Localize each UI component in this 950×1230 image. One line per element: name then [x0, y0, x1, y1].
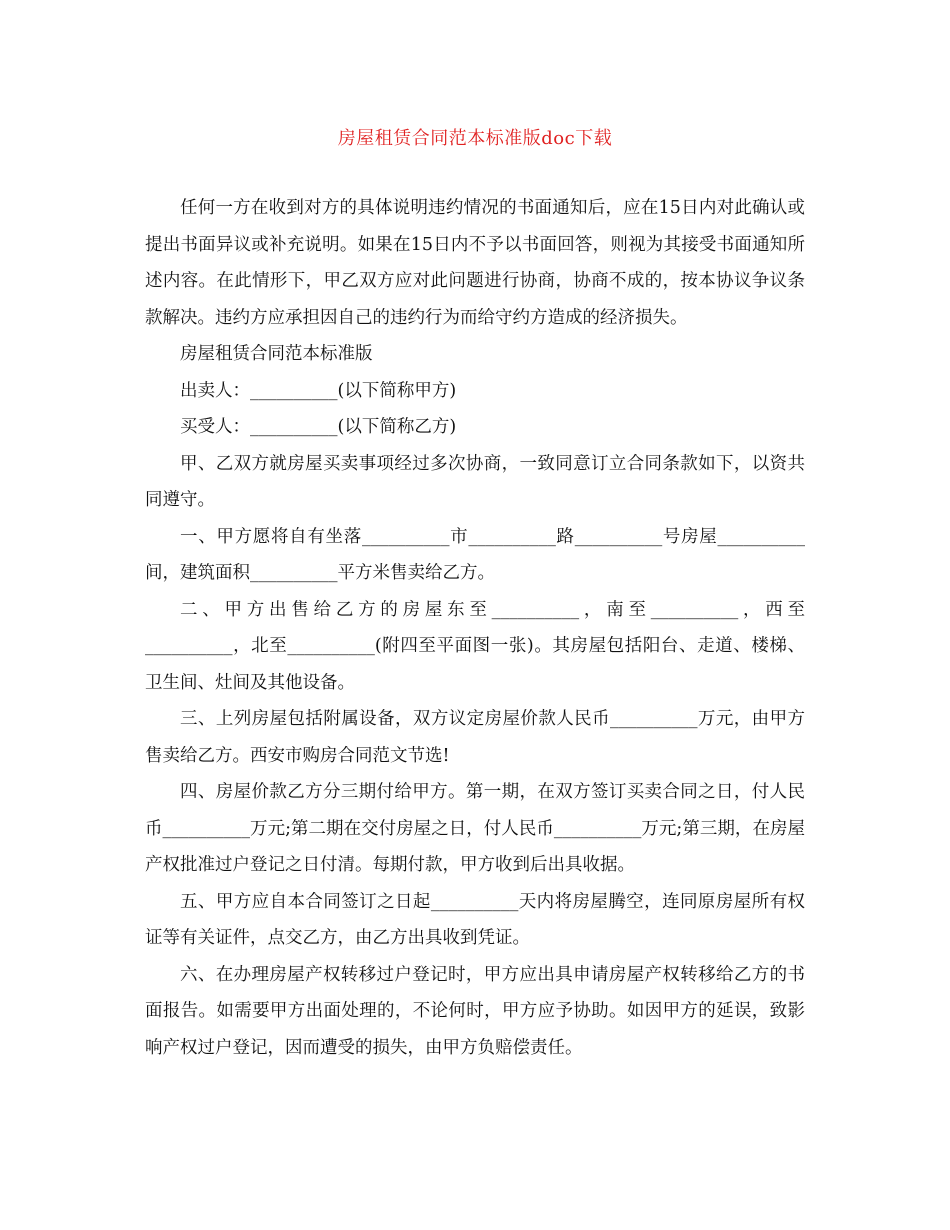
- paragraph-clause-6: 六、在办理房屋产权转移过户登记时，甲方应出具申请房屋产权转移给乙方的书面报告。如需要甲方出面处理的，不论何时，甲方应予协助。如因甲方的延误，致影响产权过户登记，因而遭受的损失，由甲方负赔偿责任。: [145, 964, 805, 1058]
- paragraph-clause-5: 五、甲方应自本合同签订之日起__________天内将房屋腾空，连同原房屋所有权证等有关证件，点交乙方，由乙方出具收到凭证。: [145, 891, 805, 948]
- paragraph-clause-1: 一、甲方愿将自有坐落__________市__________路__________号房屋__________间，建筑面积__________平方米售卖给乙方。: [145, 526, 805, 583]
- paragraph-breach-notice: 任何一方在收到对方的具体说明违约情况的书面通知后，应在15日内对此确认或提出书面异议或补充说明。如果在15日内不予以书面回答，则视为其接受书面通知所述内容。在此情形下，甲乙双方应对此问题进行协商，协商不成的，按本协议争议条款解决。违约方应承担因自己的违约行为而给守约方造成的经济损失。: [145, 198, 805, 328]
- paragraph-clause-3: 三、上列房屋包括附属设备，双方议定房屋价款人民币__________万元，由甲方售卖给乙方。西安市购房合同范文节选!: [145, 709, 805, 766]
- paragraph-seller: 出卖人：__________(以下简称甲方): [180, 380, 457, 401]
- paragraph-contract-heading: 房屋租赁合同范本标准版: [180, 344, 373, 364]
- document-body: [145, 190, 805, 1066]
- paragraph-clause-2: 二、甲方出售给乙方的房屋东至__________，南至__________，西至__________，北至__________(附四至平面图一张)。其房屋包括阳台、走道、楼梯、卫生间、灶间及其他设备。: [145, 599, 805, 693]
- document-title: 房屋租赁合同范本标准版doc下载: [337, 128, 613, 149]
- paragraph-buyer: 买受人：__________(以下简称乙方): [180, 417, 457, 437]
- paragraph-agreement-intro: 甲、乙双方就房屋买卖事项经过多次协商，一致同意订立合同条款如下，以资共同遵守。: [145, 453, 805, 510]
- paragraph-clause-4: 四、房屋价款乙方分三期付给甲方。第一期，在双方签订买卖合同之日，付人民币__________万元;第二期在交付房屋之日，付人民币__________万元;第三期，在房屋产权批准过户登记之日付清。每期付款，甲方收到后出具收据。: [145, 782, 805, 875]
